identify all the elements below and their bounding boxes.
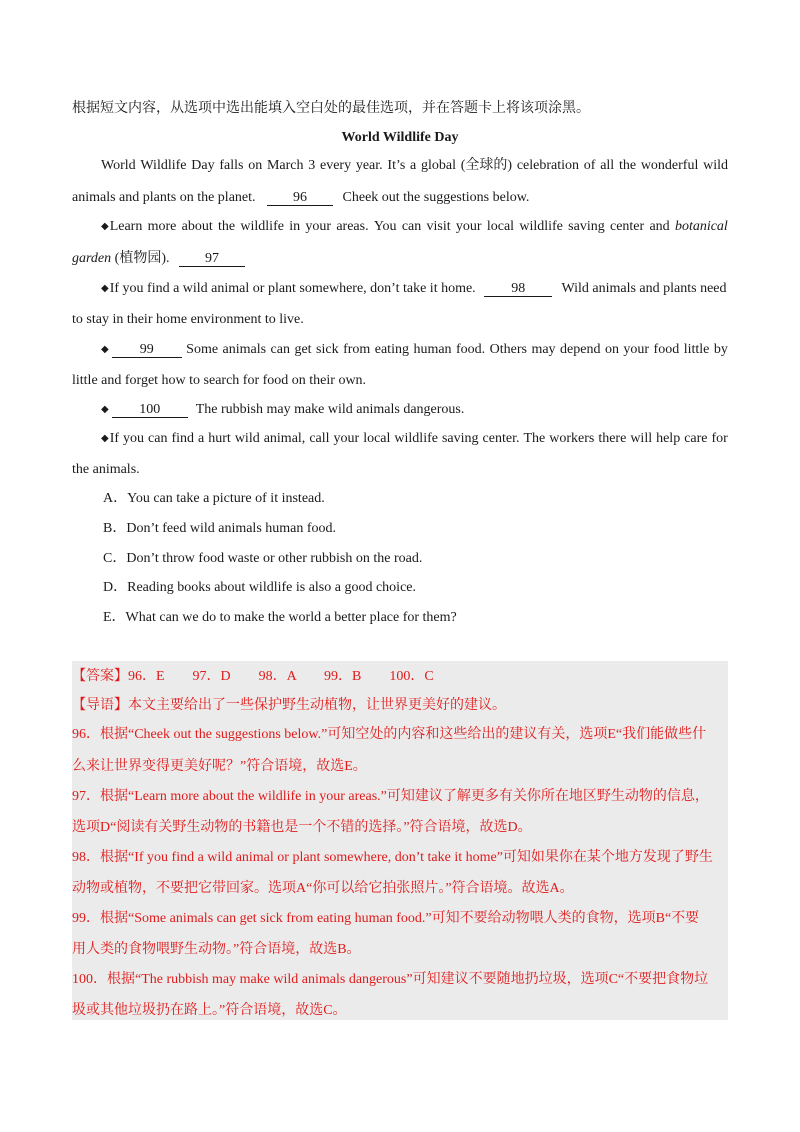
p1-line1 [101, 157, 728, 175]
word: saving [441, 431, 479, 446]
word: find [171, 431, 195, 446]
word: there [598, 431, 627, 446]
word: ◆If [101, 431, 120, 446]
bullet-icon: ◆ [101, 433, 109, 444]
word: workers [549, 431, 595, 446]
word: a [198, 431, 205, 446]
word: of [583, 158, 596, 173]
p1-text-post: Cheek out the suggestions below. [342, 190, 530, 205]
word: center. [482, 431, 520, 446]
option-c: C．Don’t throw food waste or other rubbish on the road. [103, 551, 423, 566]
word: wild [703, 158, 728, 173]
word: 3 [308, 158, 316, 173]
explain-96-line2: 么来让世界变得更美好呢？”符合语境，故选E。 [72, 759, 367, 774]
word: Wildlife [140, 158, 187, 173]
p3-line2: to stay in their home environment to live. [72, 312, 304, 327]
word: celebration [516, 158, 580, 173]
word: all [600, 158, 615, 173]
word: animal, [263, 431, 306, 446]
word: your [333, 431, 360, 446]
word: (全球的) [460, 158, 513, 173]
option-d: D．Reading books about wildlife is also a good choice. [103, 580, 416, 595]
explain-99-line1: 99．根据“Some animals can get sick from eating human food.”可知不要给动物喂人类的食物，选项B“不要 [72, 911, 700, 926]
word: wildlife [394, 431, 438, 446]
word: year. [355, 158, 383, 173]
answer-key: 【答案】96．E 97．D 98．A 99．B 100．C [72, 669, 434, 684]
blank-100[interactable]: 100 [112, 402, 188, 418]
p4-line2: little and forget how to search for food on their own. [72, 373, 367, 388]
p2-line1: ◆Learn more about the wildlife in your areas. You can visit your local wildlife saving center and botanical [101, 218, 728, 237]
p2-line2: garden (植物园). 97 [72, 250, 245, 268]
word: It’s [387, 158, 406, 173]
blank-99[interactable]: 99 [112, 342, 182, 358]
word: every [319, 158, 352, 173]
word: World [101, 158, 136, 173]
option-b: B．Don’t feed wild animals human food. [103, 521, 337, 536]
word: wild [234, 431, 260, 446]
blank-97[interactable]: 97 [179, 251, 245, 267]
p4-line1: ◆ 99 Some animals can get sick from eating human food. Others may depend on your food little by [101, 341, 728, 360]
explain-100-line2: 圾或其他垃圾扔在路上。”符合语境，故选C。 [72, 1003, 347, 1018]
explain-97-line1: 97．根据“Learn more about the wildlife in your areas.”可知建议了解更多有关你所在地区野生动物的信息， [72, 789, 709, 804]
word: global [421, 158, 457, 173]
p6-line2: the animals. [72, 462, 140, 477]
p1-line2 [72, 189, 529, 207]
explain-96-line1: 96．根据“Cheek out the suggestions below.”可知空处的内容和这些给出的建议有关，选项E“我们能做些什 [72, 727, 707, 742]
word: the [618, 158, 637, 173]
bullet-icon: ◆ [101, 344, 109, 355]
answer-guide: 【导语】本文主要给出了一些保护野生动植物，让世界更美好的建议。 [72, 698, 506, 713]
bullet-icon: ◆Learn [101, 219, 143, 234]
p3-line1: ◆If you find a wild animal or plant somewhere, don’t take it home. 98 Wild animals and plants need [101, 281, 727, 296]
word: local [363, 431, 391, 446]
explain-98-line1: 98．根据“If you find a wild animal or plant somewhere, don’t take it home”可知如果你在某个地方发现了野生 [72, 850, 713, 865]
option-e: E．What can we do to make the world a better place for them? [103, 610, 457, 625]
word: for [711, 431, 728, 446]
p4-lead [101, 341, 182, 360]
word: on [248, 158, 263, 173]
explain-97-line2: 选项D“阅读有关野生动物的书籍也是一个不错的选择。”符合语境，故选D。 [72, 820, 532, 835]
word: a [410, 158, 417, 173]
word: Day [191, 158, 215, 173]
word: hurt [208, 431, 231, 446]
p1-text-pre: animals and plants on the planet. [72, 190, 256, 205]
word: care [684, 431, 708, 446]
p5-line1: ◆ 100 The rubbish may make wild animals dangerous. [101, 402, 465, 417]
explain-100-line1: 100．根据“The rubbish may make wild animals dangerous”可知建议不要随地扔垃圾，选项C“不要把食物垃 [72, 972, 709, 987]
explain-99-line2: 用人类的食物喂野生动物。”符合语境，故选B。 [72, 942, 361, 957]
word: call [309, 431, 330, 446]
word: wonderful [640, 158, 699, 173]
bullet-icon: ◆ [101, 404, 109, 415]
bullet-icon: ◆ [101, 283, 109, 294]
word: help [656, 431, 681, 446]
word: can [148, 431, 168, 446]
instruction: 根据短文内容，从选项中选出能填入空白处的最佳选项，并在答题卡上将该项涂黑。 [72, 101, 590, 116]
word: March [266, 158, 304, 173]
word: will [630, 431, 653, 446]
word: The [523, 431, 546, 446]
p6-line1 [101, 430, 728, 449]
blank-98[interactable]: 98 [484, 281, 552, 297]
word: falls [219, 158, 244, 173]
option-a: A．You can take a picture of it instead. [103, 491, 325, 506]
explain-98-line2: 动物或植物，不要把它带回家。选项A“你可以给它拍张照片。”符合语境。故选A。 [72, 881, 574, 896]
passage-title: World Wildlife Day [341, 130, 459, 145]
blank-96[interactable]: 96 [267, 190, 333, 206]
word: you [123, 431, 145, 446]
